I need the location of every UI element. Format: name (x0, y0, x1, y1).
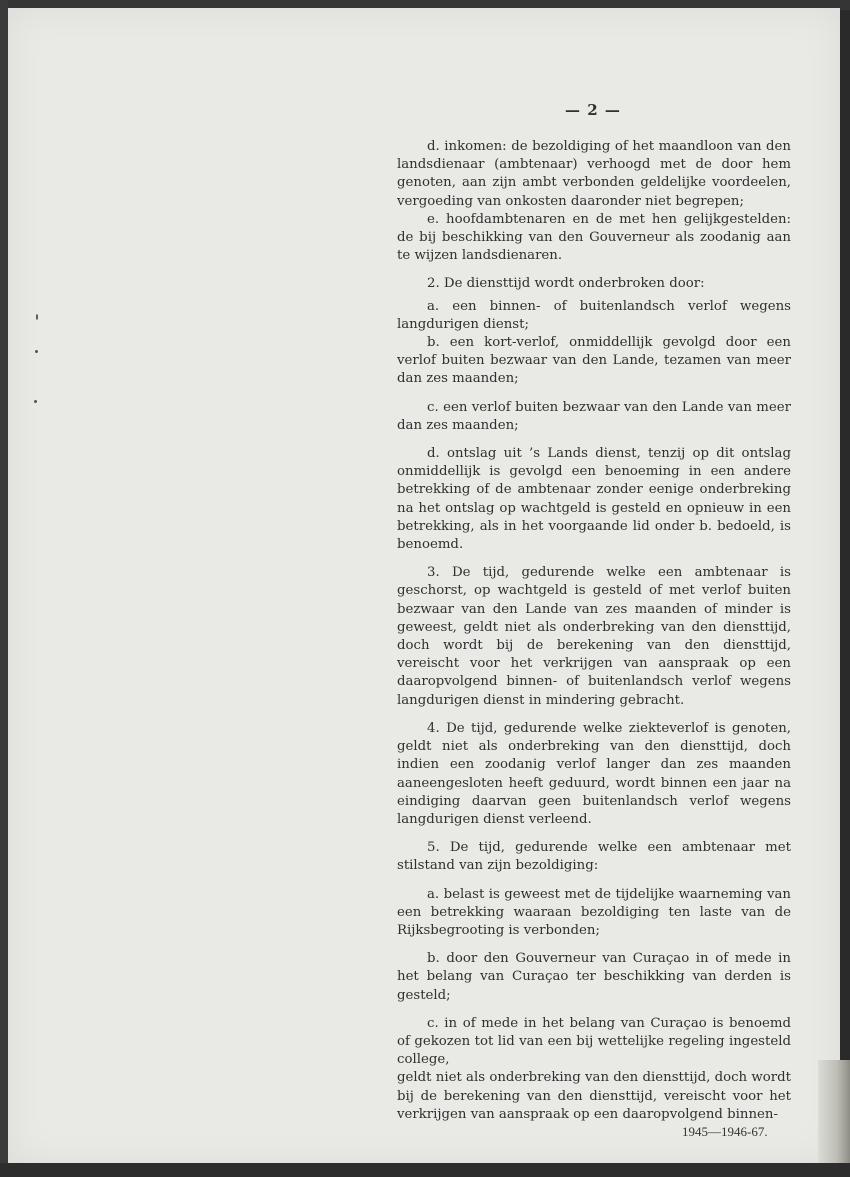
paragraph: d. ontslag uit ’s Lands dienst, tenzij op dit ontslag onmiddellijk is gevolgd een benoeming in een andere betrekking of de ambtenaar zonder eenige onderbreking na het ontslag op wachtgeld is gesteld en opnieuw in een betrekking, als in het voorgaande lid onder b. bedoeld, is benoemd. (397, 446, 791, 553)
scan-speck (36, 314, 38, 320)
paragraph: d. inkomen: de bezoldiging of het maandloon van den landsdienaar (ambtenaar) verhoogd met de door hem genoten, aan zijn ambt verbonden geldelijke voordeelen, vergoeding van onkosten daaronder niet begrepen; (397, 139, 791, 209)
paragraph: 5. De tijd, gedurende welke een ambtenaar met stilstand van zijn bezoldiging: (397, 840, 791, 874)
paragraph: b. door den Gouverneur van Curaçao in of mede in het belang van Curaçao ter beschikking van derden is gesteld; (397, 951, 791, 1003)
paragraph: a. een binnen- of buitenlandsch verlof wegens langdurigen dienst; (397, 298, 791, 332)
paragraph: 2. De diensttijd wordt onderbroken door: (427, 276, 705, 292)
paragraph: c. in of mede in het belang van Curaçao is benoemd of gekozen tot lid van een bij wettelijke regeling ingesteld college, (397, 1015, 791, 1068)
page-number: — 2 — (565, 101, 621, 119)
document-reference: 1945—1946-67. (682, 1124, 768, 1139)
paragraph: geldt niet als onderbreking van den diensttijd, doch wordt bij de berekening van den diensttijd, vereischt voor het verkrijgen van aanspraak op een daaropvolgend binnen- (397, 1070, 791, 1122)
paragraph: c. een verlof buiten bezwaar van den Lande van meer dan zes maanden; (397, 399, 791, 433)
paragraph: a. belast is geweest met de tijdelijke waarneming van een betrekking waaraan bezoldiging ten laste van de Rijksbegrooting is verbonden; (397, 886, 791, 938)
scan-speck (34, 400, 37, 403)
paragraph: e. hoofdambtenaren en de met hen gelijkgestelden: de bij beschikking van den Gouverneur als zoodanig aan te wijzen landsdienaren. (397, 211, 791, 264)
scan-left-border (0, 0, 8, 1177)
scan-speck (35, 350, 38, 353)
page-curl (818, 1060, 850, 1165)
paragraph: 3. De tijd, gedurende welke een ambtenaar is geschorst, op wachtgeld is gesteld of met verlof buiten bezwaar van den Lande van zes maanden of minder is geweest, geldt niet als onderbreking van den diensttijd, doch wordt bij de berekening van den diensttijd, vereischt voor het verkrijgen van aanspraak op een daaropvolgend binnen- of buitenlandsch verlof wegens langdurigen dienst in mindering gebracht. (397, 565, 791, 708)
scan-bottom-border (0, 1163, 850, 1177)
body-text (397, 138, 791, 1124)
paragraph: b. een kort-verlof, onmiddellijk gevolgd door een verlof buiten bezwaar van den Lande, tezamen van meer dan zes maanden; (397, 335, 791, 387)
paragraph: 4. De tijd, gedurende welke ziekteverlof is genoten, geldt niet als onderbreking van den diensttijd, doch indien een zoodanig verlof langer dan zes maanden aaneengesloten heeft geduurd, wordt binnen een jaar na eindiging daarvan geen buitenlandsch verlof wegens langdurigen dienst verleend. (397, 720, 791, 827)
